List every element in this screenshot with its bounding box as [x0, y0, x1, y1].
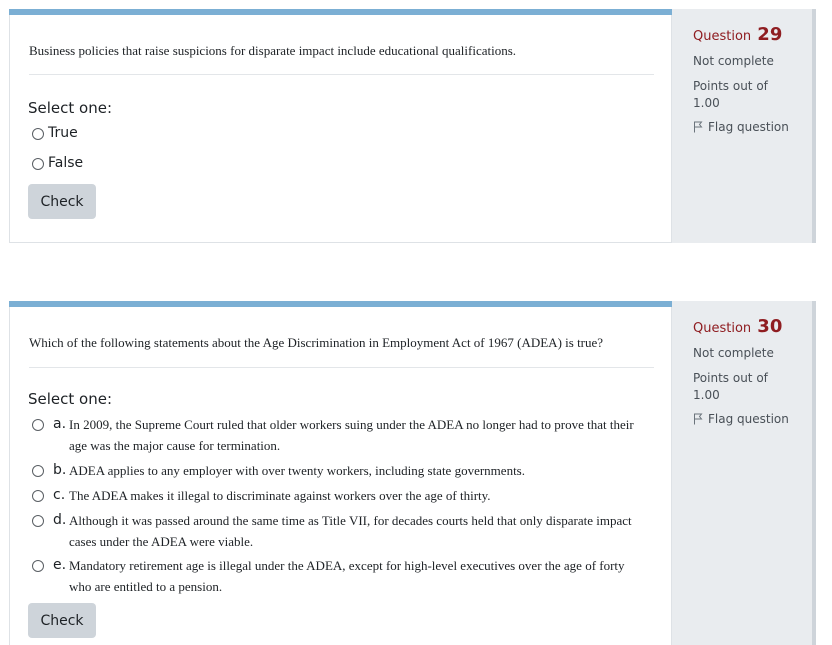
option-label: True	[48, 125, 78, 141]
question-text: Which of the following statements about the Age Discrimination in Employment Act of 1967 (ADEA) is true?	[29, 335, 604, 350]
question-number-value: 30	[757, 316, 783, 337]
radio-icon[interactable]	[32, 158, 44, 170]
flag-question-link[interactable]	[693, 412, 812, 426]
select-one-prompt: Select one:	[28, 390, 113, 408]
question-state: Not complete	[693, 346, 774, 360]
select-one-prompt: Select one:	[28, 99, 113, 117]
question-info	[672, 9, 816, 243]
option-b[interactable]	[32, 462, 643, 481]
option-true[interactable]	[32, 125, 78, 141]
question-number	[693, 22, 812, 50]
flag-question-label: Flag question	[708, 120, 789, 134]
option-d[interactable]	[32, 512, 643, 552]
question-text: Business policies that raise suspicions for disparate impact include educational qualifications.	[29, 43, 517, 58]
radio-icon[interactable]	[32, 560, 44, 572]
question-info	[672, 301, 816, 645]
option-a[interactable]	[32, 416, 643, 456]
radio-icon[interactable]	[32, 128, 44, 140]
question-accent-bar	[9, 9, 673, 15]
question-29	[9, 9, 816, 243]
option-text: Mandatory retirement age is illegal under the ADEA, except for high-level executives over the age of forty who are entitled to a pension.	[69, 558, 625, 594]
flag-question-label: Flag question	[708, 412, 789, 426]
option-label: False	[48, 155, 84, 171]
option-false[interactable]	[32, 155, 83, 171]
radio-icon[interactable]	[32, 515, 44, 527]
question-grade: Points out of 1.00	[693, 79, 768, 110]
divider	[29, 74, 654, 75]
question-accent-bar	[9, 301, 673, 307]
question-content	[9, 301, 672, 645]
question-content	[9, 9, 672, 243]
option-text: ADEA applies to any employer with over twenty workers, including state governments.	[69, 463, 525, 478]
radio-icon[interactable]	[32, 490, 44, 502]
question-number-value: 29	[757, 24, 783, 45]
question-30	[9, 301, 816, 645]
question-grade: Points out of 1.00	[693, 371, 768, 402]
option-e[interactable]	[32, 557, 643, 597]
option-text: Although it was passed around the same time as Title VII, for decades courts held that only disparate impact cases under the ADEA were viable.	[69, 513, 632, 549]
option-letter: c.	[53, 487, 66, 503]
option-text: In 2009, the Supreme Court ruled that older workers suing under the ADEA no longer had to prove that their age was the major cause for termination.	[69, 417, 634, 453]
option-letter: e.	[53, 557, 67, 573]
divider	[29, 367, 654, 368]
radio-icon[interactable]	[32, 419, 44, 431]
question-state: Not complete	[693, 54, 774, 68]
radio-icon[interactable]	[32, 465, 44, 477]
check-button[interactable]: Check	[28, 603, 96, 638]
option-letter: a.	[53, 416, 67, 432]
flag-icon	[693, 413, 703, 425]
question-number	[693, 314, 812, 342]
option-c[interactable]	[32, 487, 643, 506]
option-letter: b.	[53, 462, 67, 478]
option-letter: d.	[53, 512, 67, 528]
flag-icon	[693, 121, 703, 133]
option-text: The ADEA makes it illegal to discriminate against workers over the age of thirty.	[69, 488, 491, 503]
check-button[interactable]: Check	[28, 184, 96, 219]
question-label: Question	[693, 321, 752, 336]
flag-question-link[interactable]	[693, 120, 812, 134]
question-label: Question	[693, 29, 752, 44]
